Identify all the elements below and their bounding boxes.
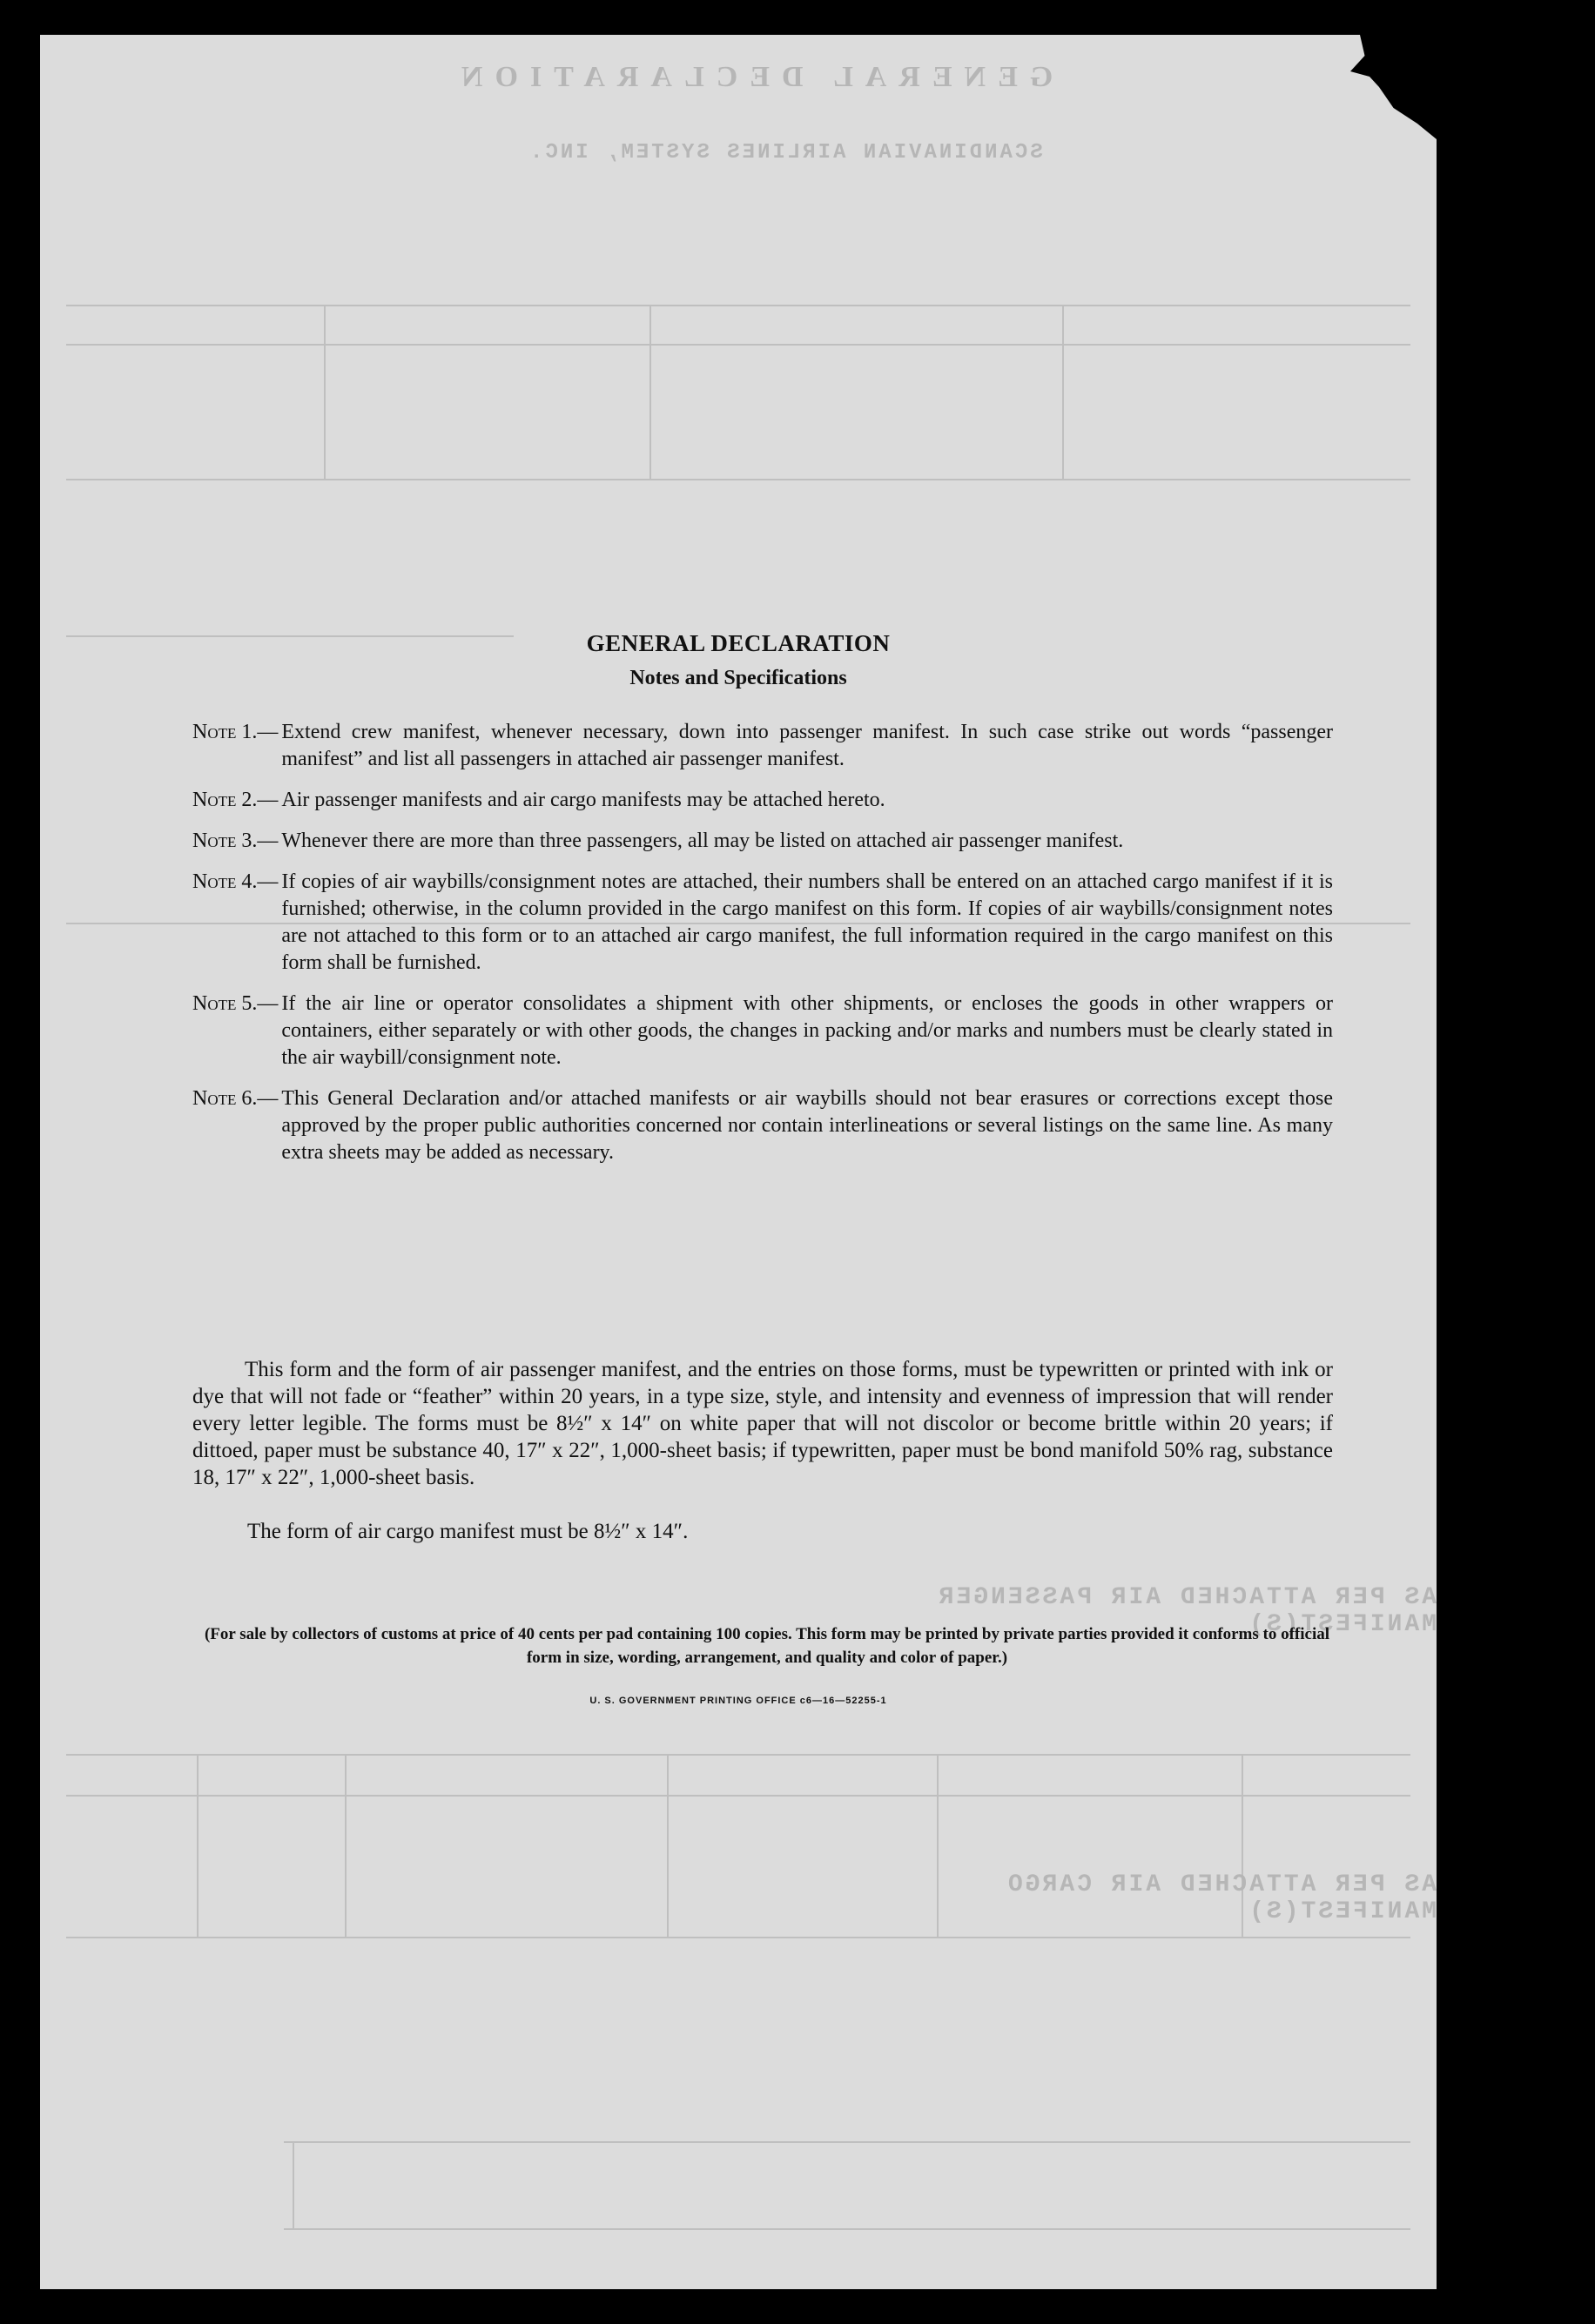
note-label: Note 5.—: [192, 992, 279, 1015]
note-label: Note 1.—: [192, 721, 279, 743]
note-label: Note 2.—: [192, 789, 279, 811]
note-text: Whenever there are more than three passengers, all may be listed on attached air passenger manifest.: [281, 830, 1124, 852]
note-label: Note 3.—: [192, 830, 279, 852]
note-item: [192, 1085, 1333, 1166]
reverse-title: GENERAL DECLARATION: [449, 61, 1053, 93]
note-label: Note 6.—: [192, 1087, 279, 1110]
reverse-operator: SCANDINAVIAN AIRLINES SYSTEM, INC.: [528, 141, 1043, 165]
note-item: [192, 869, 1333, 977]
note-item: [192, 828, 1333, 855]
note-text: This General Declaration and/or attached manifests or air waybills should not bear erasures or corrections except those approved by the proper public authorities concerned nor contain interlineations or several listings on the same line. As many extra sheets may be added as necessary.: [281, 1087, 1333, 1164]
reverse-passenger-stamp: AS PER ATTACHED AIR PASSENGER MANIFEST(S): [936, 1584, 1437, 1638]
note-label: Note 4.—: [192, 870, 279, 893]
notes-page: [40, 35, 1437, 2289]
note-text: If copies of air waybills/consignment notes are attached, their numbers shall be entered on an attached cargo manifest if it is furnished; otherwise, in the column provided in the cargo manifest on this form. If copies of air waybills/consignment notes are not attached to this form or to an attached air cargo manifest, the full information required in the cargo manifest on this form shall be furnished.: [281, 870, 1333, 974]
specification-paragraph: This form and the form of air passenger manifest, and the entries on those forms, must be typewritten or printed with ink or dye that will not fade or “feather” within 20 years, in a type size, style, and intensity and evenness of impression that will render every letter legible. The forms must be 8½″ x 14″ on white paper that will not discolor or become brittle within 20 years; if dittoed, paper must be substance 40, 17″ x 22″, 1,000-sheet basis; if typewritten, paper must be bond manifold 50% rag, substance 18, 17″ x 22″, 1,000-sheet basis.: [192, 1358, 1333, 1489]
note-text: Air passenger manifests and air cargo manifests may be attached hereto.: [281, 789, 885, 811]
reverse-cargo-stamp: AS PER ATTACHED AIR CARGO MANIFEST(S): [1005, 1871, 1437, 1925]
note-text: Extend crew manifest, whenever necessary, down into passenger manifest. In such case strike out words “passenger manifest” and list all passengers in attached air passenger manifest.: [281, 721, 1333, 770]
page-subtitle: Notes and Specifications: [629, 667, 847, 689]
note-item: [192, 787, 1333, 814]
page-title: GENERAL DECLARATION: [586, 630, 891, 656]
cargo-manifest-size-note: The form of air cargo manifest must be 8½″ x 14″.: [247, 1520, 689, 1543]
document-sheet: [40, 35, 1437, 2289]
note-item: [192, 719, 1333, 773]
printer-imprint: U. S. GOVERNMENT PRINTING OFFICE c6—16—52255-1: [589, 1696, 887, 1706]
notes-list: [192, 719, 1333, 1180]
note-text: If the air line or operator consolidates a shipment with other shipments, or encloses the goods in other wrappers or containers, either separately or with other goods, the changes in packing and/or marks and numbers must be clearly stated in the air waybill/consignment note.: [281, 992, 1333, 1069]
note-item: [192, 991, 1333, 1071]
sale-note: (For sale by collectors of customs at price of 40 cents per pad containing 100 copies. This form may be printed by private parties provided it conforms to official form in size, wording, arrangement, and quality and color of paper.): [204, 1625, 1330, 1667]
